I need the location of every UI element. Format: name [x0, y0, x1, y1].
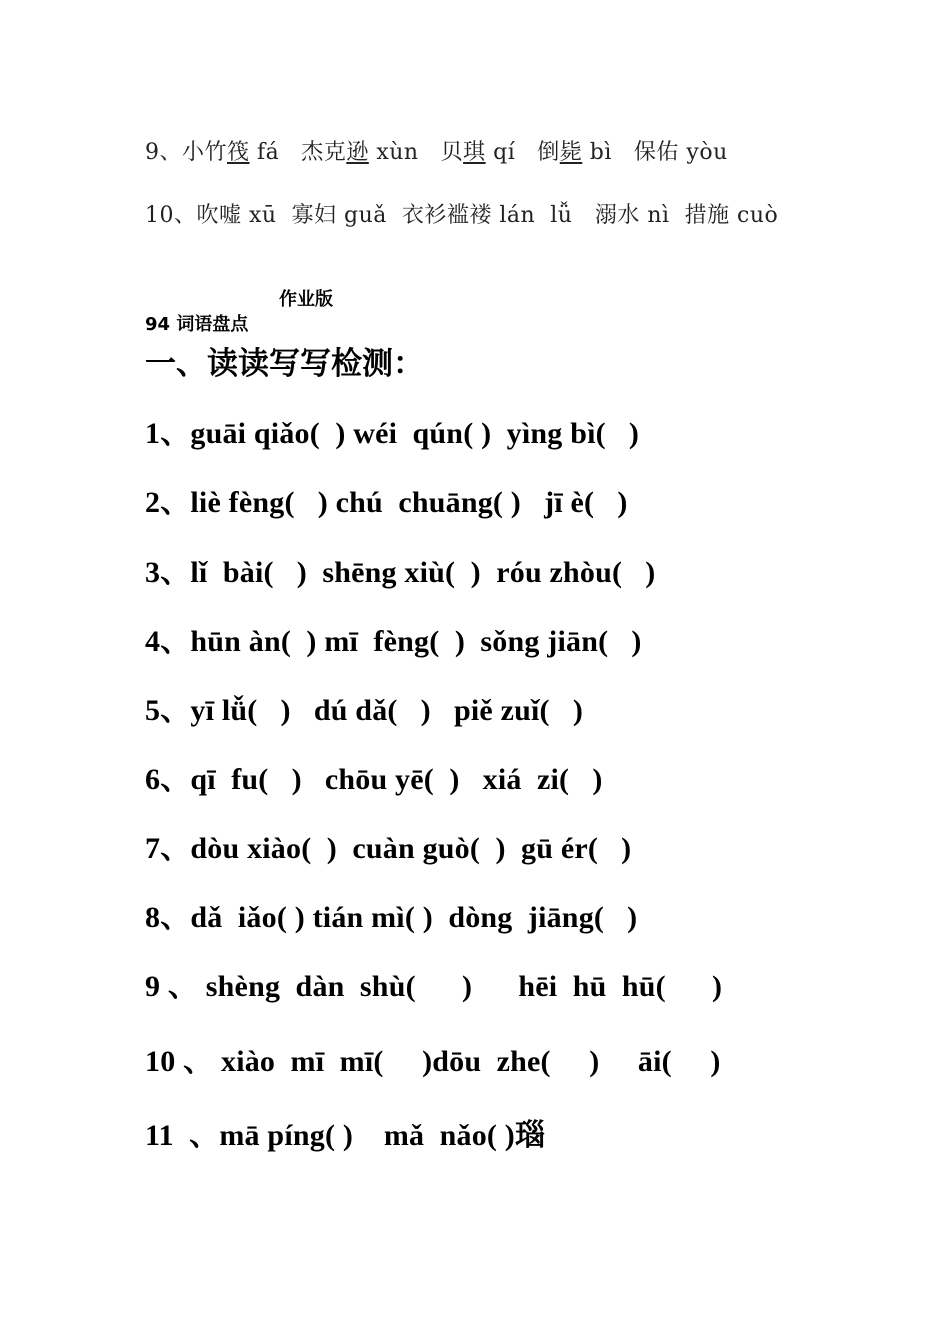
- word: 保佑: [633, 140, 679, 165]
- underlined-char: 逊: [346, 140, 369, 165]
- line-number: 9、: [145, 140, 182, 165]
- question-2: 2、liè fèng( ) chú chuāng( ) jī è( ): [145, 486, 628, 519]
- question-8: 8、dǎ iǎo( ) tián mì( ) dòng jiāng( ): [145, 901, 638, 934]
- underlined-char: 琪: [463, 140, 486, 165]
- question-6: 6、qī fu( ) chōu yē( ) xiá zi( ): [145, 763, 603, 796]
- question-5: 5、yī lǚ( ) dú dǎ( ) piě zuǐ( ): [145, 694, 584, 727]
- pinyin: qí: [493, 140, 516, 165]
- word-prefix: 倒: [537, 140, 560, 165]
- word-prefix: 杰克: [301, 140, 347, 165]
- word-prefix: 小竹: [182, 140, 228, 165]
- question-9: 9 、 shèng dàn shù( ) hēi hū hū( ): [145, 970, 723, 1003]
- vocab-line-10: 10、吹嘘 xū 寡妇 guǎ 衣衫褴褛 lán lǚ 溺水 nì 措施 cuò: [145, 203, 779, 228]
- pinyin: yòu: [686, 140, 728, 165]
- question-1: 1、guāi qiǎo( ) wéi qún( ) yìng bì( ): [145, 417, 640, 450]
- question-11: 11 、mā píng( ) mǎ nǎo( )瑙: [145, 1119, 546, 1152]
- version-label: 作业版: [279, 289, 333, 310]
- question-3: 3、lǐ bài( ) shēng xiù( ) róu zhòu( ): [145, 556, 656, 589]
- pinyin: xùn: [376, 140, 419, 165]
- underlined-char: 毙: [559, 140, 583, 165]
- pinyin: bì: [589, 140, 612, 165]
- exercise-heading: 一、读读写写检测：: [145, 346, 424, 382]
- question-4: 4、hūn àn( ) mī fèng( ) sǒng jiān( ): [145, 625, 642, 658]
- pinyin: fá: [257, 140, 280, 165]
- question-7: 7、dòu xiào( ) cuàn guò( ) gū ér( ): [145, 832, 632, 865]
- section-title: 94 词语盘点: [145, 314, 249, 335]
- underlined-char: 筏: [227, 140, 250, 165]
- vocab-line-9: [145, 135, 728, 166]
- question-10: 10 、 xiào mī mī( )dōu zhe( ) āi( ): [145, 1045, 721, 1078]
- word-prefix: 贝: [440, 140, 464, 165]
